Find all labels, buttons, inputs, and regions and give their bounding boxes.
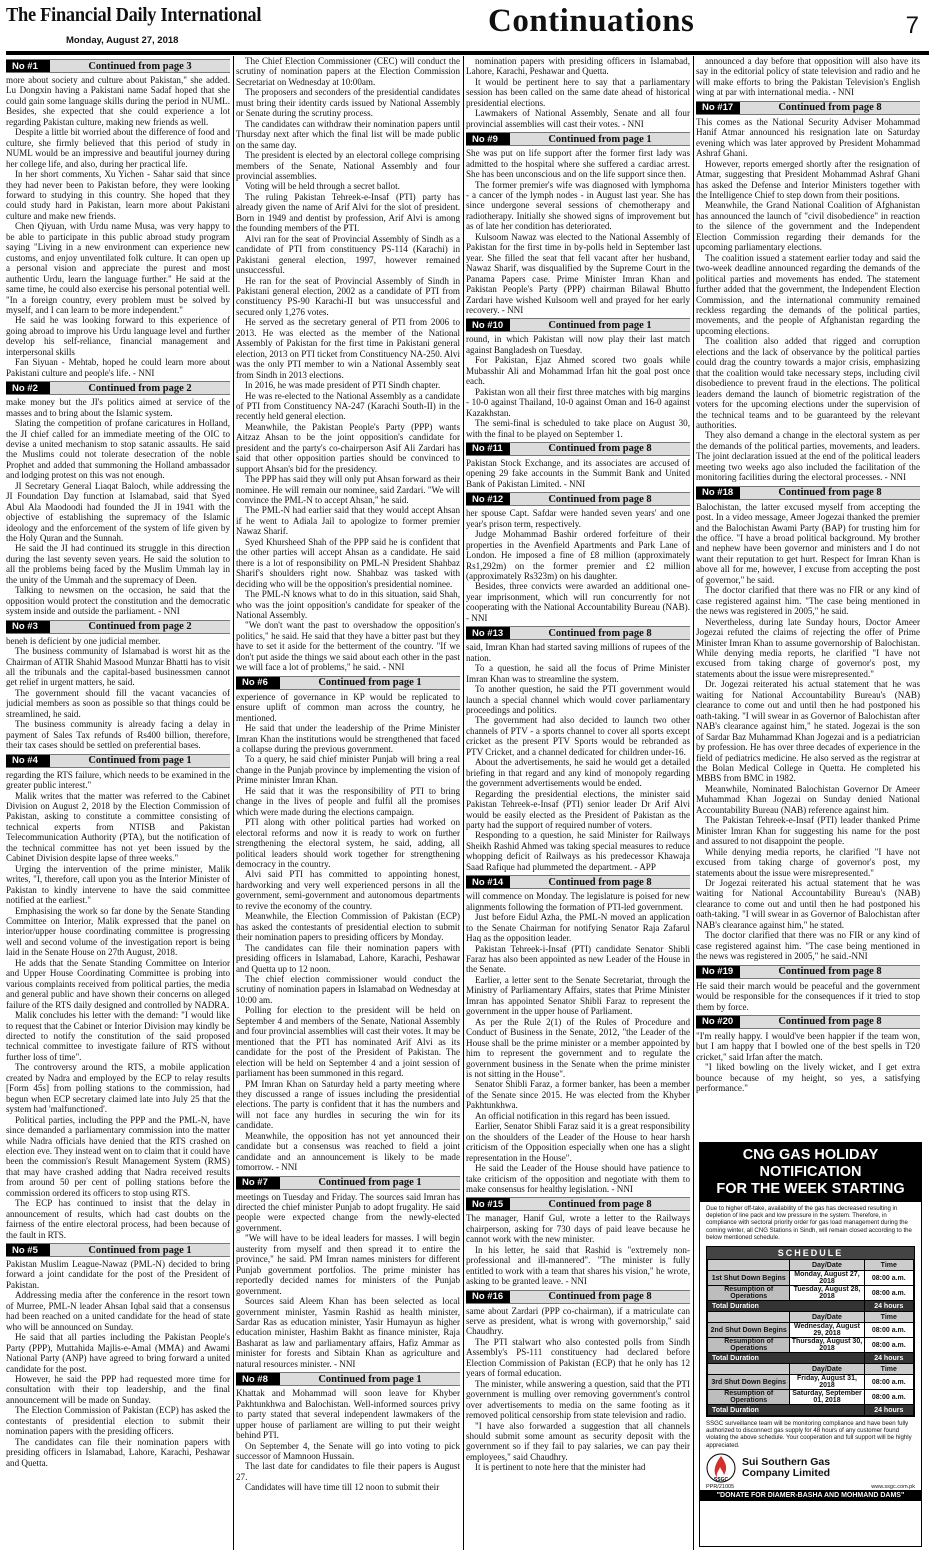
continuation-number: No #3: [6, 621, 50, 633]
article-paragraph: Judge Mohammad Bashir ordered forfeiture of their properties in the Avenfield Apartments and Park Lane of London. He imposed a fine of £8 million (approximately Rs1,292m) on the former premier and £2 million (approximately Rs323m) on his daughter.: [466, 529, 690, 582]
article-paragraph: The PML-N knows what to do in this situation, said Shah, who was the joint opposition's candidate for speaker of the National Assembly.: [236, 589, 460, 621]
continuation-source: Continued from page 8: [548, 443, 652, 455]
article-paragraph: Kulsoom Nawaz was elected to the National Assembly of Pakistan for the first time in by-polls held in September last year. She filled the seat that fell vacant after her husband, Nawaz Sharif, was disqualified by the Supreme Court in the Panama Papers case. Prime Minister Imran Khan and Pakistan People's Party (PPP) chairman Bilawal Bhutto Zardari have wished Kulsoom well and prayed for her early recovery. - NNI: [466, 231, 690, 315]
resumption-day: Saturday, September 01, 2018: [790, 1390, 864, 1405]
article-paragraph: On September 4, the Senate will go into voting to pick successor of Mamnoon Hussain.: [236, 1440, 460, 1461]
article-paragraph: more about society and culture about Pakistan," she added. Lu Dongxin having a Pakistani name Sadaf hoped that she could gain some language skills during the period in NUML. Besides, she expected that she could experience a lot regarding Pakistan culture, making new friends as well.: [6, 75, 230, 127]
article-paragraph: The business community of Islamabad is worst hit as the Chairman of ATIR Shahid Masood Munzar Bhatti has to visit all the tribunals and the capital-based businessmen cannot get relief in urgent matters, he said.: [6, 646, 230, 688]
resumption-label: Resumption of Operations: [708, 1286, 790, 1301]
article-paragraph: Emphasising the work so far done by the Senate Standing Committee on Interior, Malik expressed that the panel on interior/upper house coordinating committee is progressing well and second volume of the investigation report is being laid in the Senate House on 27th August, 2018.: [6, 905, 230, 958]
continuation-header: [6, 620, 230, 634]
continuation-source: Continued from page 8: [548, 1291, 652, 1303]
duration-value: 24 hours: [864, 1353, 913, 1364]
time-header: Time: [864, 1364, 913, 1375]
article-paragraph: Pakistan Muslim League-Nawaz (PML-N) decided to bring forward a joint candidate for the post of the President of Pakistan.: [6, 1259, 230, 1290]
schedule-header-row: [708, 1364, 914, 1375]
page-number: 7: [905, 12, 919, 39]
continuation-number: No #16: [466, 1291, 510, 1303]
article-paragraph: Political parties, including the PPP and the PML-N, have since demanded a parliamentary commission into the matter while Nadra officials have denied that the RTS crashed on election eve. They instead went on to claim that it could have been the commission's Result Management System (RMS) that may have crashed adding that Nadra received results from around 50 per cent of polling stations before the commission ordered its officers to stop using RTS.: [6, 1114, 230, 1198]
continuation-header: [466, 1197, 690, 1211]
article-paragraph: About the advertisements, he said he would get a detailed briefing in that regard and any kind of monopoly regarding the government advertisements would be ended.: [466, 757, 690, 789]
article-paragraph: Pakistan Tehreek-i-Insaf (PTI) candidate Senator Shibli Faraz has also been appointed as new Leader of the House in the Senate.: [466, 943, 690, 975]
article-paragraph: The PPP has said they will only put Ahsan forward as their nominee. He will remain our nominee, said Zardari. "We will convince the PML-N to accept Ahsan," he said.: [236, 474, 460, 506]
article-continuation: [696, 965, 920, 1012]
continuation-number: No #17: [696, 102, 740, 114]
continuation-header: [466, 875, 690, 889]
blank-cell: [708, 1312, 790, 1323]
article-paragraph: "I liked bowling on the lively wicket, and I get extra bounce because of my height, so yes, a satisfying performance.": [696, 1062, 920, 1094]
article-continuation: [696, 101, 920, 483]
masthead-rule: [6, 51, 929, 55]
duration-row: [708, 1353, 914, 1364]
schedule-header-row: [708, 1260, 914, 1271]
article-paragraph: He served as the secretary general of PTI from 2006 to 2013. He was elected as the member of the National Assembly of Pakistan for the first time in Pakistani general election, 2013 on PTI ticket from Constituency NA-250. Alvi was the only PTI member to win a National Assembly seat from Sindh in 2013 elections.: [236, 317, 460, 380]
article-continuation: [236, 676, 460, 1173]
article-paragraph: To a question, he said all the focus of Prime Minister Imran Khan was to streamline the system.: [466, 663, 690, 684]
company-name-line-2: Company Limited: [742, 1466, 831, 1479]
continuation-number: No #9: [466, 133, 510, 145]
dam-slogan: "DONATE FOR DIAMER-BASHA AND MOHMAND DAMS": [700, 1490, 921, 1501]
company-logo-block: [700, 1452, 921, 1484]
article-paragraph: To another question, he said the PTI government would launch a special channel which would cover parliamentary proceedings and politics.: [466, 684, 690, 716]
article-paragraph: He said that all parties including the Pakistan People's Party (PPP), Muttahida Majlis-e-Amal (MMA) and Awami National Party (ANP) have agreed to bring forward a united candidate for the post.: [6, 1332, 230, 1374]
cng-holiday-notice: [699, 1142, 922, 1547]
newspaper-name: The Financial Daily International: [6, 4, 262, 26]
article-paragraph: It would be pertinent here to say that a parliamentary session has been called on the same date ahead of historical presidential elections.: [466, 76, 690, 108]
article-paragraph: "We will have to be ideal leaders for masses. I will begin austerity from myself and then spread it to entire the province," he said. PM Imran names ministers for different Punjab government portfolios. The prime minister has reportedly decided names for ministers of the Punjab government.: [236, 1233, 460, 1296]
article-paragraph: regarding the RTS failure, which needs to be examined in the greater public interest.": [6, 769, 230, 791]
article-paragraph: The controversy around the RTS, a mobile application created by Nadra and employed by the ECP to relay results [Form 45s] from polling stations to the commission, had begun when ECP secretary claimed late into July 25 that the system had 'malfunctioned'.: [6, 1062, 230, 1115]
shutdown-row: [708, 1271, 914, 1286]
shutdown-row: [708, 1375, 914, 1390]
shutdown-day: Friday, August 31, 2018: [790, 1375, 864, 1390]
article-paragraph: Balochistan, the latter excused myself from accepting the post. In a video message, Ameer Jogezai thanked the premier and the Balochistan Awami Party (BAP) for trusting him for the office. "I have a broad political background. My brother and nephew have been governor and ministers and I do not want their reputation to get hurt. Respect for Imran Khan is above all for me, however, I excuse from accepting the post of governor," he said.: [696, 501, 920, 585]
article-continuation: [6, 59, 230, 378]
shutdown-row: [708, 1323, 914, 1338]
article-paragraph: For Pakistan, Ejaz Ahmed scored two goals while Mubasshir Ali and Mohammad Irfan hit the goal post once each.: [466, 355, 690, 387]
continuation-source: Continued from page 1: [548, 133, 652, 145]
article-paragraph: In his letter, he said that Rashid is "extremely non-professional and ill-mannered". "The minister is fully entitled to work with a team that shares his vision," he wrote, asking to be granted leave. - NNI: [466, 1244, 690, 1287]
article-continuation: [6, 754, 230, 1240]
article-paragraph: Malik writes that the matter was referred to the Cabinet Division on August 2, 2018 by the Election Commission of Pakistan, asking to constitute a committee consisting of technical experts from NTISB and Pakistan Telecommunication Authority (PTA), but the notification of the technical committee has not yet been issued by the Cabinet Division despite lapse of three weeks.": [6, 790, 230, 864]
article-paragraph: Despite a little bit worried about the difference of food and culture, she firmly believed that this period of study in NUML would be an impressive and beautiful journey during her college life, and also, during her practical life.: [6, 127, 230, 169]
article-paragraph: Pakistan won all their first three matches with big margins - 10-0 against Thailand, 10-0 against Oman and 16-0 against Kazakhstan.: [466, 386, 690, 418]
blank-cell: [708, 1364, 790, 1375]
article-paragraph: Just before Eidul Azha, the PML-N moved an application to the Senate Chairman for notifying Senator Raja Zafarul Haq as the opposition leader.: [466, 912, 690, 944]
ppr-number: PPR/21005: [706, 1483, 735, 1490]
article-continuation: [466, 492, 690, 623]
continuation-number: No #12: [466, 493, 510, 505]
article-paragraph: The ruling Pakistan Tehreek-e-Insaf (PTI) party has already given the name of Arif Alvi for the slot of president. Born in 1949 and dentist by profession, Arif Alvi is among the founding members of the PTI.: [236, 191, 460, 234]
article-paragraph: announced a day before that opposition will also have its say in the editorial policy of state television and radio and he will make efforts to bring the Pakistan Television's English wing at par with international media. - NNI: [696, 56, 920, 98]
article-paragraph: The candidates can file their nomination papers with presiding officers in Islamabad, Lahore, Karachi, Peshawar and Quetta up to 12 noon.: [236, 942, 460, 974]
continuation-number: No #15: [466, 1198, 510, 1210]
issue-date: Monday, August 27, 2018: [66, 35, 179, 46]
article-paragraph: Syed Khursheed Shah of the PPP said he is confident that the other parties will accept Ahsan as a candidate. He said there is a lot of responsibility on PML-N President Shahbaz Sharif's shoulders right now. Shahbaz was tasked with deciding who will be the opposition's presidential nominee.: [236, 536, 460, 589]
article-paragraph: She was put on life support after the former first lady was admitted to the hospital where she suffered a cardiac arrest. She has been unconscious and on the life support since then.: [466, 148, 690, 180]
article-paragraph: Responding to a question, he said Minister for Railways Sheikh Rashid Ahmed was taking special measures to reduce whopping deficit of Railways as his predecessor Khawaja Saad Rafique had plummeted the department. - APP: [466, 830, 690, 872]
time-header: Time: [864, 1312, 913, 1323]
section-title: Continuations: [488, 3, 695, 39]
resumption-time: 08:00 a.m.: [864, 1286, 913, 1301]
article-continuation: [236, 1176, 460, 1370]
article-paragraph: In her short comments, Xu Yichen - Sahar said that since they had never been to Pakistan before, they were looking forward to studying in this country. She hoped that they could study hard in Pakistan, learn more about Pakistani culture and make new friends.: [6, 169, 230, 221]
article-paragraph: said, Imran Khan had started saving millions of rupees of the nation.: [466, 642, 690, 663]
day-date-header: Day/Date: [790, 1364, 864, 1375]
continuation-source: Continued from page 8: [778, 102, 882, 114]
article-paragraph: "I have also forwarded a suggestion that all channels should submit some amount as security deposit with the government so if they fail to pay salaries, we can pay their employees," said Chaudhry.: [466, 1420, 690, 1462]
column-divider: [693, 56, 694, 1550]
article-paragraph: Lawmakers of National Assembly, Senate and all four provincial assemblies will cast their votes. - NNI: [466, 108, 690, 129]
column-2: [236, 56, 460, 1550]
article-paragraph: Khattak and Mohammad will soon leave for Khyber Pakhtunkhwa and Balochistan. Well-informed sources privy to party stated that several independent lawmakers of the upper house of parliament are willing to put their weight behind PTI.: [236, 1388, 460, 1441]
article-continuation: [466, 875, 690, 1194]
article-paragraph: Malik concludes his letter with the demand: "I would like to request that the Cabinet or Interior Division may kindly be directed to notify the constitution of the said proposed technical committee to investigate failure of RTS without further loss of time".: [6, 1010, 230, 1062]
column-divider: [463, 56, 464, 1550]
continuation-header: [6, 59, 230, 73]
continuation-number: No #13: [466, 627, 510, 639]
resumption-row: [708, 1338, 914, 1353]
notice-title: [700, 1143, 921, 1202]
duration-label: Total Duration: [708, 1301, 865, 1312]
company-name-line-1: Sui Southern Gas: [742, 1455, 831, 1468]
article-paragraph: The proposers and seconders of the presidential candidates must bring their identity cards issued by National Assembly or Senate during the scrutiny process.: [236, 87, 460, 119]
duration-label: Total Duration: [708, 1353, 865, 1364]
article-paragraph: The ECP has continued to insist that the delay in announcement of results, which had cast doubts on the fairness of the entire electoral process, had been because of the fault in RTS.: [6, 1198, 230, 1240]
article-paragraph: Addressing media after the conference in the resort town of Murree, PML-N leader Ahsan Iqbal said that a consensus had been reached on a united candidate for the head of state who will be announced on Sunday.: [6, 1290, 230, 1332]
article-paragraph: Meanwhile, the opposition has not yet announced their candidate but a consensus was reached to field a joint candidate and an announcement is likely to be made tomorrow. - NNI: [236, 1130, 460, 1173]
article-paragraph: experience of governance in KP would be replicated to ensure uplift of common man across the country, he mentioned.: [236, 691, 460, 723]
article-paragraph: The coalition issued a statement earlier today and said the two-week deadline announced regarding the demands of the political parties and movements has ended. The statement further added that the government, the Independent Election Commission, and the international community remained reckless regarding the demands of the political parties, movements, and the people of Afghanistan regarding the upcoming elections.: [696, 252, 920, 336]
blank-cell: [708, 1260, 790, 1271]
duration-value: 24 hours: [864, 1405, 913, 1416]
shutdown-time: 08:00 a.m.: [864, 1271, 913, 1286]
article-paragraph: The candidates can file their nomination papers with presiding officers in Islamabad, Lahore, Karachi, Peshawar and Quetta.: [6, 1436, 230, 1468]
continuation-source: Continued from page 8: [548, 1198, 652, 1210]
article-paragraph: PM Imran Khan on Saturday held a party meeting where they discussed a range of issues including the presidential elections. The party is confident that it has the numbers and will not face any hurdles in securing the win for its candidate.: [236, 1078, 460, 1131]
resumption-time: 08:00 a.m.: [864, 1390, 913, 1405]
article-paragraph: Nevertheless, during late Sunday hours, Doctor Ameer Jogezai refuted the claims of rejecting the offer of Prime Minister Imran Khan to assume governorship of Balochistan. While denying media reports, he clarified "I have not excused from taking charge of governor's post, my statements about the issue were misrepresented.": [696, 616, 920, 679]
notice-title-line-2: FOR THE WEEK STARTING: [716, 1181, 905, 1197]
shutdown-time: 08:00 a.m.: [864, 1323, 913, 1338]
continuation-source: Continued from page 8: [778, 966, 882, 978]
article-paragraph: He said that under the leadership of the Prime Minister Imran Khan the institutions would be strengthened that faced a collapse during the previous government.: [236, 723, 460, 754]
article-continuation: [466, 318, 690, 439]
article-paragraph: This comes as the National Security Adviser Mohammad Hanif Atmar announced his resignation late on Saturday evening which was later approved by President Mohammad Ashraf Ghani.: [696, 116, 920, 159]
article-paragraph: Urging the intervention of the prime minister, Malik writes, "I, therefore, call upon you as the Interior Minister of Pakistan to kindly intervene to have the said committee notified at the earliest.": [6, 863, 230, 906]
article-paragraph: The Election Commission of Pakistan (ECP) has asked the contestants of presidential election to submit their nomination papers with the presiding officers.: [6, 1405, 230, 1437]
article-paragraph: Slating the competition of profane caricatures in Holland, the JI chief called for an immediate meeting of the OIC to devise a united mechanism to stop satanic assaults. He said the Muslims could not tolerate desecration of the noble Prophet and added that summoning the Holland ambassador and lodging protest on this was not enough.: [6, 418, 230, 481]
article-paragraph: The minister, while answering a question, said that the PTI government is mulling over removing government's control over advertisements to media on the same footing as it removed political censorship from state television and radio.: [466, 1378, 690, 1421]
continuation-source: Continued from page 1: [318, 677, 422, 689]
article-paragraph: Regarding the presidential elections, the minister said Pakistan Tehreek-e-Insaf (PTI) senior leader Dr Arif Alvi would be easily elected as the President of Pakistan as the party had the support of required number of voters.: [466, 788, 690, 830]
article-paragraph: However, reports emerged shortly after the resignation of Atmar, suggesting that President Mohammad Ashraf Ghani has asked the Defense and Interior Ministers together with the Intelligence Chief to step down from their positions.: [696, 158, 920, 200]
article-paragraph: Alvi ran for the seat of Provincial Assembly of Sindh as a candidate of PTI from constituency PS-114 (Karachi) in Pakistani general election, 1997, however remained unsuccessful.: [236, 233, 460, 276]
article-paragraph: He said he was looking forward to this experience of going abroad to improve his Urdu language level and further develop his self-reliance, financial management and interpersonal skills: [6, 315, 230, 357]
article-paragraph: Chen Qiyuan, with Urdu name Musa, was very happy to be able to participate in this public abroad study program saying "Living in a new environment can experience new customs, and enjoy unventilated folk culture. It can open up a personal vision and appreciate the purest and most authentic Urdu, learn the language further." He said at the same time, he could also exercise his personal potential well. "In a foreign country, every problem must be solved by myself, and I can learn to be more independent.": [6, 221, 230, 315]
shutdown-day: Wednesday, August 29, 2018: [790, 1323, 864, 1338]
schedule-heading: SCHEDULE: [707, 1247, 914, 1259]
article-paragraph: PTI along with other political parties had worked on electoral reforms and now it is ready to work on further strengthening the electoral system, he said, adding, all political leaders should work together for strengthening democracy in the country.: [236, 817, 460, 869]
resumption-time: 08:00 a.m.: [864, 1338, 913, 1353]
continuation-header: [236, 1176, 460, 1190]
continuation-number: No #7: [236, 1177, 280, 1189]
article-paragraph: The manager, Hanif Gul, wrote a letter to the Railways chairperson, asking for 730 days of paid leave because he cannot work with the new minister.: [466, 1213, 690, 1245]
article-paragraph: Earlier, Senator Shibli Faraz said it is a great responsibility on the shoulders of the Leader of the House to hear harsh criticism of the Opposition especially when one has a slight representation in the House".: [466, 1121, 690, 1163]
article-paragraph: Meanwhile, Nominated Balochistan Governor Dr Ameer Muhammad Khan Jogezai on Sunday denied National Accountability Bureau (NAB) reference against him.: [696, 783, 920, 815]
continuation-header: [696, 486, 920, 500]
article-paragraph: The doctor clarified that there was no FIR or any kind of case registered against him. "The case being mentioned in the news was registered in 2005," he said.-NNI: [696, 930, 920, 962]
continuation-number: No #18: [696, 487, 740, 499]
article-paragraph: Earlier, a letter sent to the Senate Secretariat, through the Ministry of Parliamentary Affairs, states that Prime Minister Imran has appointed Senator Shibli Faraz to represent the government in the upper house of Parliament.: [466, 974, 690, 1017]
shutdown-label: 2nd Shut Down Begins: [708, 1323, 790, 1338]
article-paragraph: Dr. Jogezai reiterated his actual statement that he was waiting for National Accountability Bureau's (NAB) clearance to come out and until then he had postponed his oath-taking. "I will swear in as Governor of Balochistan after NAB's clearance against him," he stated. Jogezai is the son of Sardar Baz Muhammad Khan Jogezai and is a pediatrician by profession. He has over three decades of experience in the field of pediatrics medicine. He also served as the registrar at the Bolan Medical College in Quetta. He completed his MBBS from BMC in 1982.: [696, 679, 920, 784]
schedule-table: [706, 1246, 915, 1417]
continuation-header: [466, 318, 690, 332]
continuation-source: Continued from page 8: [778, 1016, 882, 1028]
shutdown-label: 3rd Shut Down Begins: [708, 1375, 790, 1390]
article-paragraph: The government had also decided to launch two other channels of PTV - a sports channel to cover all sports except cricket as the present PTV Sports would be rebranded as PTV Cricket, and a channel dedicated for children under-16.: [466, 715, 690, 757]
article-paragraph: He said the Leader of the House should have patience to take criticism of the opposition and negotiate with them to make consensus for healthy legislation. - NNI: [466, 1163, 690, 1194]
continuation-source: Continued from page 3: [88, 60, 192, 72]
article-paragraph: The doctor clarified that there was no FIR or any kind of case registered against him. "The case being mentioned in the news was registered in 2005," he said.: [696, 585, 920, 617]
article-paragraph: As per the Rule 2(1) of the Rules of Procedure and Conduct of Business in the Senate, 2012, "the Leader of the House shall be the prime minister or a member appointed by him to represent the government and to regulate the government business in the Senate when the prime minister is not sitting in the House".: [466, 1016, 690, 1079]
continuation-header: [236, 676, 460, 690]
article-continuation: [466, 442, 690, 489]
article-paragraph: To a query, he said chief minister Punjab will bring a real change in the Punjab province by implementing the vision of Prime minister Imran Khan.: [236, 754, 460, 786]
continuation-source: Continued from page 1: [548, 319, 652, 331]
article-paragraph: The president is elected by an electoral college comprising members of the Senate, National Assembly and four provincial assemblies.: [236, 150, 460, 181]
article-continuation: [466, 1197, 690, 1286]
article-paragraph: make money but the JI's politics aimed at service of the masses and to bring about the Islamic system.: [6, 397, 230, 418]
company-website: www.ssgc.com.pk: [871, 1483, 915, 1490]
duration-row: [708, 1301, 914, 1312]
article-paragraph: The last date for candidates to file their papers is August 27.: [236, 1461, 460, 1482]
column-1: [6, 56, 230, 1550]
continuation-source: Continued from page 8: [548, 493, 652, 505]
article-paragraph: The Chief Election Commissioner (CEC) will conduct the scrutiny of nomination papers at the Election Commission Secretariat on Wednesday at 10:00am.: [236, 56, 460, 87]
article-paragraph: The Pakistan Tehreek-e-Insaf (PTI) leader thanked Prime Minister Imran Khan for suggesting his name for the post and assured to not disappoint the people.: [696, 815, 920, 847]
article-continuation: [6, 620, 230, 751]
article-continuation: [466, 132, 690, 315]
article-paragraph: nomination papers with presiding officers in Islamabad, Lahore, Karachi, Peshawar and Quetta.: [466, 56, 690, 77]
article-paragraph: He said that it was the responsibility of PTI to bring change in the lives of people and fulfil all the promises which were made during the elections campaign.: [236, 785, 460, 817]
ssgc-logo-text: SSGC: [713, 1476, 729, 1483]
article-paragraph: Talking to newsmen on the occasion, he said that the opposition would protect the constitution and the democratic system inside and outside the parliament. - NNI: [6, 585, 230, 617]
continuation-header: [466, 1290, 690, 1304]
article-paragraph: The coalition also added that rigged and corruption elections and the lack of observance by the political parties could drag the country towards a major crisis, emphasizing that the coalition would take necessary steps, including civil disobedience to prevent fraud in the elections. The political leaders demand the launch of biometric registration of the voters for the upcoming elections under the supervision of the technical teams and to be guaranteed by the relevant authorities.: [696, 336, 920, 430]
schedule-grid: [707, 1259, 914, 1416]
article-paragraph: The candidates can withdraw their nomination papers until Thursday next after which the final list will be made public on the same day.: [236, 118, 460, 150]
article-paragraph: The government should fill the vacant vacancies of judicial members as soon as possible so that things could be streamlined, he said.: [6, 687, 230, 719]
continuation-header: [466, 442, 690, 456]
duration-value: 24 hours: [864, 1301, 913, 1312]
continuation-number: No #20: [696, 1016, 740, 1028]
article-paragraph: her spouse Capt. Safdar were handed seven years' and one year's prison term, respectively.: [466, 508, 690, 529]
article-continuation: [696, 1015, 920, 1094]
article-continuation: [236, 1372, 460, 1493]
day-date-header: Day/Date: [790, 1312, 864, 1323]
article-paragraph: Alvi said PTI has committed to appointing honest, hardworking and very well experienced persons in all the government, semi-government and autonomous departments to revive the economy of the country.: [236, 869, 460, 911]
duration-label: Total Duration: [708, 1405, 865, 1416]
continuation-source: Continued from page 2: [88, 382, 192, 394]
continuation-header: [696, 965, 920, 979]
article-paragraph: The chief election commissioner would conduct the scrutiny of nomination papers in Islamabad on Wednesday at 10:00 am.: [236, 973, 460, 1005]
continuation-number: No #11: [466, 443, 510, 455]
article-paragraph: Polling for election to the president will be held on September 4 and members of the Senate, National Assembly and four provincial assemblies will cast their votes. It may be mentioned that the PTI has nominated Arif Alvi as its candidate for the post of the President of Pakistan. The election will be held on September 4 and a joint session of parliament has been summoned in this regard.: [236, 1005, 460, 1079]
article-paragraph: The PML-N had earlier said that they would accept Ahsan if he went to Adiala Jail to apologize to former premier Nawaz Sharif.: [236, 505, 460, 537]
article-paragraph: In 2016, he was made president of PTI Sindh chapter.: [245, 380, 441, 391]
article-paragraph: same about Zardari (PPP co-chairman), if a matriculate can serve as president, what is wrong with governorship," said Chaudhry.: [466, 1305, 690, 1337]
article-paragraph: will commence on Monday. The legislature is poised for new alignments following the formation of PTI-led government.: [466, 891, 690, 912]
article-paragraph: Pakistan Stock Exchange, and its associates are accused of opening 29 fake accounts in the Summit Bank and United Bank of Pakistan Limited. - NNI: [466, 457, 690, 489]
notice-title-line-1: CNG GAS HOLIDAY NOTIFICATION: [742, 1147, 879, 1180]
continuation-source: Continued from page 8: [548, 876, 652, 888]
article-paragraph: However, he said the PPP had requested more time for consultation with their top leadership, and the final announcement will be made on Sunday.: [6, 1374, 230, 1405]
notice-note: SSGC surveillance team will be monitoring compliance and have been fully authorized to disconnect gas supply for 48 hours of any customer found violating the above schedule. Your cooperation and full support will be highly appreciated.: [706, 1420, 912, 1449]
article-paragraph: JI Secretary General Liaqat Baloch, while addressing the JI Foundation Day function at Islamabad, said that Syed Abul Ala Maodoodi had founded the JI in 1941 with the objective of establishing the supremacy of the Islamic ideology and the enforcement of the system of life given by the Holy Quran and the Sunnah.: [6, 480, 230, 544]
article-paragraph: He adds that the Senate Standing Committee on Interior and Upper House Coordinating Committee is probing into various complaints received from political parties, the media and general public and have shown their concerns on alleged failure of the RTS daily designed and controlled by NADRA.: [6, 957, 230, 1010]
article-paragraph: Meanwhile, the Election Commission of Pakistan (ECP) has asked the contestants of presidential election to submit their nomination papers to presiding officers by Monday.: [236, 911, 460, 943]
article-paragraph: meetings on Tuesday and Friday. The sources said Imran has directed the chief minister Punjab to adopt frugality. He said people were expected change from the newly-elected government.: [236, 1191, 460, 1233]
article-continuation: [236, 56, 460, 673]
article-continuation: [466, 56, 690, 129]
time-header: Time: [864, 1260, 913, 1271]
continuation-header: [6, 381, 230, 395]
resumption-label: Resumption of Operations: [708, 1390, 790, 1405]
article-continuation: [696, 56, 920, 98]
continuation-header: [466, 132, 690, 146]
article-paragraph: He ran for the seat of Provincial Assembly of Sindh in Pakistani general election, 2002 as a candidate of PTI from constituency PS-90 Karachi-II but was unsuccessful and secured only 1,276 votes.: [236, 275, 460, 317]
continuation-source: Continued from page 1: [88, 755, 192, 767]
article-paragraph: While denying media reports, he clarified "I have not excused from taking charge of governor's post, my statements about the issue were misrepresented.": [696, 846, 920, 878]
article-paragraph: Fan Siyuan - Mehtab, hoped he could learn more about Pakistani culture and people's life. - NNI: [6, 357, 230, 378]
continuation-source: Continued from page 1: [318, 1373, 422, 1385]
article-paragraph: "I'm really happy. I would've been happier if the team won, but I am happy that I bowled one of the best spells in T20 cricket," said Irfan after the match.: [696, 1030, 920, 1062]
article-paragraph: Sources said Aleem Khan has been selected as local government minister, Yasmin Rashid as health minister, Sardar Ras as education minister, Yasir Humayun as higher education minister, Hashim Bakht as finance minister, Raja Basharat as law and parliamentary affairs, Hafiz Ammar as minister for forests and Sibtain Khan as agriculture and natural resources minister. - NNI: [236, 1296, 460, 1369]
article-paragraph: The PTI stalwart who also contested polls from Sindh Assembly's PS-111 constituency had declared before Election Commission of Pakistan (ECP) that he only has 12 years of formal education.: [466, 1336, 690, 1379]
article-paragraph: beneh is deficient by one judicial member.: [6, 635, 161, 646]
continuation-header: [236, 1372, 460, 1386]
article-paragraph: The semi-final is scheduled to take place on August 30, with the final to be played on September 1.: [466, 418, 690, 439]
resumption-row: [708, 1390, 914, 1405]
article-paragraph: The business community is already facing a delay in payment of Sales Tax refunds of Rs400 billion, therefore, their tax cases should be settled on preferential bases.: [6, 719, 230, 751]
article-paragraph: Besides, three convicts were awarded an additional one-year imprisonment, which will run concurrently for not cooperating with the National Accountability Bureau (NAB). - NNI: [466, 581, 690, 623]
article-paragraph: Senator Shibli Faraz, a former banker, has been a member of the Senate since 2015. He was elected from the Khyber Pakhtunkhwa.: [466, 1079, 690, 1111]
continuation-header: [6, 754, 230, 768]
continuation-source: Continued from page 2: [88, 621, 192, 633]
continuation-header: [466, 492, 690, 506]
article-continuation: [6, 381, 230, 617]
continuation-header: [696, 1015, 920, 1029]
continuation-source: Continued from page 1: [318, 1177, 422, 1189]
resumption-day: Thursday, August 30, 2018: [791, 1338, 863, 1353]
schedule-header-row: [708, 1312, 914, 1323]
shutdown-day: Monday, August 27, 2018: [790, 1271, 864, 1286]
article-paragraph: "We don't want the past to overshadow the opposition's politics," he said. He said that they have a bitter past but they have to set it aside for the betterment of the country. "If we don't put aside the things we said about each other in the past we will face a lot of problems," he said. - NNI: [236, 620, 460, 673]
continuation-number: No #4: [6, 755, 50, 767]
shutdown-time: 08:00 a.m.: [864, 1375, 913, 1390]
continuation-header: [6, 1243, 230, 1257]
article-paragraph: round, in which Pakistan will now play their last match against Bangladesh on Tuesday.: [466, 334, 690, 355]
article-paragraph: Dr Jogezai reiterated his actual statement that he was waiting for National Accountability Bureau's (NAB) clearance to come out and until then he had postponed his oath-taking. "I will swear in as Governor of Balochistan after NAB's clearance against him," he stated.: [696, 877, 920, 930]
article-paragraph: He said the JI had continued its struggle in this direction during the last seventy seven years. He said the solution to all the problems being faced by the Muslim Ummah lay in the unity of the Ummah and the supremacy of Deen.: [6, 543, 230, 585]
shutdown-label: 1st Shut Down Begins: [708, 1271, 790, 1286]
column-3: [466, 56, 690, 1550]
masthead: [6, 4, 929, 48]
duration-row: [708, 1405, 914, 1416]
continuation-number: No #6: [236, 677, 280, 689]
resumption-row: [708, 1286, 914, 1301]
resumption-day: Tuesday, August 28, 2018: [790, 1286, 864, 1301]
continuation-number: No #10: [466, 319, 510, 331]
notice-intro: Due to higher off-take, availability of the gas has decreased resulting in depletion of line pack and low pressure in the system. Therefore, in compliance with sectoral priority order for gas load management during the coming winter, all CNG Stations in Sindh, will remain closed according to the below mentioned schedule.: [706, 1205, 912, 1241]
article-paragraph: Meanwhile, the Pakistan People's Party (PPP) wants Aitzaz Ahsan to be the joint opposition's candidate for president and the party's co-chairperson Asif Ali Zardari has said that other opposition parties should be convinced to support Ahsan's bid for the presidency.: [236, 421, 460, 474]
article-paragraph: Candidates will have time till 12 noon to submit their: [245, 1482, 440, 1493]
continuation-number: No #2: [6, 382, 50, 394]
article-continuation: [466, 626, 690, 872]
article-paragraph: He was re-elected to the National Assembly as a candidate of PTI from Constituency NA-247 (Karachi South-II) in the recently held general election.: [236, 390, 460, 422]
resumption-label: Resumption of Operations: [708, 1338, 790, 1353]
ssgc-flame-icon: [706, 1453, 736, 1483]
continuation-source: Continued from page 1: [88, 1244, 192, 1256]
continuation-number: No #8: [236, 1373, 280, 1385]
company-name: [742, 1457, 830, 1479]
continuation-source: Continued from page 8: [778, 487, 882, 499]
continuation-number: No #1: [6, 60, 50, 72]
continuation-number: No #5: [6, 1244, 50, 1256]
article-continuation: [696, 486, 920, 962]
day-date-header: Day/Date: [790, 1260, 864, 1271]
article-continuation: [466, 1290, 690, 1473]
article-paragraph: He said their march would be peaceful and the government would be responsible for the consequences if it tried to stop them by force.: [696, 980, 920, 1012]
article-paragraph: Voting will be held through a secret ballot.: [245, 181, 400, 192]
article-paragraph: They also demand a change in the electoral system as per the demands of the political parties, movements, and leaders. The joint declaration issued at the end of the political leaders meeting two weeks ago also included the facilitation of the monitoring facilities during the electoral processes. - NNI: [696, 430, 920, 483]
continuation-source: Continued from page 8: [548, 627, 652, 639]
column-divider: [233, 56, 234, 1550]
article-paragraph: It is pertinent to note here that the minister had: [475, 1462, 646, 1473]
article-paragraph: Meanwhile, the Grand National Coalition of Afghanistan has announced the launch of "civil disobedience" in reaction to the silence of the government and the Independent Election Commission regarding their demands for the upcoming parliamentary elections.: [696, 200, 920, 253]
continuation-number: No #19: [696, 966, 740, 978]
continuation-header: [466, 626, 690, 640]
article-paragraph: The former premier's wife was diagnosed with lymphoma - a cancer of the lymph nodes - in August last year. She has since undergone several sessions of chemotherapy and radiotherapy. Initially she showed signs of improvement but as of late her condition has deteriorated.: [466, 179, 690, 232]
article-paragraph: An official notification in this regard has been issued.: [475, 1110, 671, 1121]
article-continuation: [6, 1243, 230, 1468]
continuation-number: No #14: [466, 876, 510, 888]
continuation-header: [696, 101, 920, 115]
